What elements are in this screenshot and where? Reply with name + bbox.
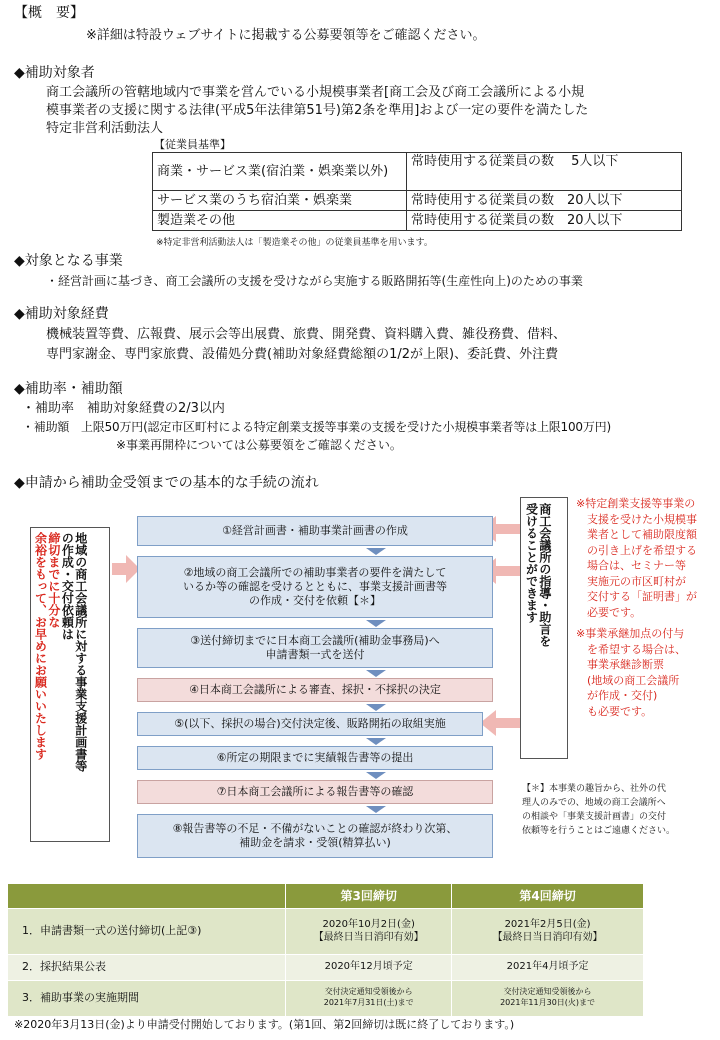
side-note-line: も必要です。 bbox=[576, 704, 653, 718]
left-box-emphasis: 締切までに十分な bbox=[46, 532, 61, 628]
schedule-cell: 交付決定通知受領後から 2021年11月30日(火)まで bbox=[452, 980, 644, 1016]
flow-heading: ◆申請から補助金受領までの基本的な手続の流れ bbox=[14, 475, 319, 491]
overview-note: ※詳細は特設ウェブサイトに掲載する公募要領等をご確認ください。 bbox=[86, 28, 486, 43]
right-box-text bbox=[524, 503, 551, 753]
employee-industry: 製造業その他 bbox=[153, 211, 407, 231]
flow-step-2 bbox=[137, 556, 493, 618]
table-row bbox=[8, 908, 644, 954]
schedule-cell: 2021年4月頃予定 bbox=[452, 954, 644, 980]
right-box-line: 商工会議所の指導・助言を bbox=[537, 503, 552, 647]
schedule-cell: 2020年10月2日(金) 【最終日当日消印有効】 bbox=[286, 908, 452, 954]
arrow-down-icon bbox=[366, 772, 386, 779]
schedule-table bbox=[8, 884, 644, 1017]
table-row bbox=[153, 191, 682, 211]
flow-step-6 bbox=[137, 746, 493, 770]
employee-criteria: 常時使用する従業員の数 20人以下 bbox=[407, 191, 682, 211]
amount-line: ・補助額 上限50万円(認定市区町村による特定創業支援等事業の支援を受けた小規模事業者等は上限100万円) bbox=[22, 420, 611, 434]
side-note-line: を希望する場合は、 bbox=[576, 642, 686, 656]
targets-line: 模事業者の支援に関する法律(平成5年法律第51号)第2条を準用]および一定の要件を満たした bbox=[46, 103, 589, 118]
asterisk-note-line: 【＊】本事業の趣旨から、社外の代 bbox=[522, 784, 667, 794]
business-heading: ◆対象となる事業 bbox=[14, 253, 123, 269]
employee-criteria: 常時使用する従業員の数 20人以下 bbox=[407, 211, 682, 231]
table-row bbox=[153, 153, 682, 191]
right-advice-box bbox=[520, 497, 568, 759]
flow-step-7 bbox=[137, 780, 493, 804]
employee-note: ※特定非営利活動法人は「製造業その他」の従業員基準を用います。 bbox=[156, 238, 433, 248]
side-note-succession bbox=[576, 626, 686, 719]
schedule-cell: 交付決定通知受領後から 2021年7月31日(土)まで bbox=[286, 980, 452, 1016]
table-row bbox=[153, 211, 682, 231]
employee-caption: 【従業員基準】 bbox=[154, 138, 231, 151]
schedule-header-4: 第4回締切 bbox=[452, 884, 644, 908]
schedule-footnote: ※2020年3月13日(金)より申請受付開始しております。(第1回、第2回締切は既に終了しております。) bbox=[14, 1018, 515, 1031]
arrow-down-icon bbox=[366, 548, 386, 555]
flow-step-8 bbox=[137, 814, 493, 858]
schedule-header-row bbox=[8, 884, 644, 908]
rate-line: ・補助率 補助対象経費の2/3以内 bbox=[22, 401, 225, 416]
asterisk-note-line: 依頼等を行うことはご遠慮ください。 bbox=[522, 826, 676, 836]
rate-heading: ◆補助率・補助額 bbox=[14, 381, 123, 397]
flow-step-text: ⑦日本商工会議所による報告書等の確認 bbox=[216, 784, 414, 798]
left-box-emphasis: 余裕をもって、お早めにお願いいたします bbox=[33, 532, 48, 760]
table-row bbox=[8, 954, 644, 980]
side-note-line: 業者として補助限度額 bbox=[576, 528, 697, 541]
side-note-line: (地域の商工会議所 bbox=[576, 673, 680, 687]
rate-note: ※事業再開枠については公募要領をご確認ください。 bbox=[116, 438, 402, 452]
left-advice-box bbox=[30, 527, 110, 842]
schedule-label: 2．採択結果公表 bbox=[8, 954, 286, 980]
side-note-line: 実施元の市区町村が bbox=[576, 574, 686, 588]
flow-step-3 bbox=[137, 628, 493, 668]
flow-step-text: ②地域の商工会議所での補助事業者の要件を満たして いるか等の確認を受けるとともに、事業支援計画書等 の作成・交付を依頼【＊】 bbox=[183, 565, 447, 608]
flow-step-text: ④日本商工会議所による審査、採択・不採択の決定 bbox=[189, 682, 441, 696]
arrow-down-icon bbox=[366, 738, 386, 745]
table-row bbox=[8, 980, 644, 1016]
flow-step-text: ①経営計画書・補助事業計画書の作成 bbox=[222, 523, 408, 537]
asterisk-note bbox=[522, 782, 675, 838]
business-line: ・経営計画に基づき、商工会議所の支援を受けながら実施する販路開拓等(生産性向上)のための事業 bbox=[46, 274, 583, 288]
side-note-line: 場合は、セミナー等 bbox=[576, 559, 686, 572]
flow-step-4 bbox=[137, 678, 493, 702]
targets-line: 商工会議所の管轄地域内で事業を営んでいる小規模事業者[商工会及び商工会議所による小規 bbox=[46, 85, 585, 100]
arrow-down-icon bbox=[366, 620, 386, 627]
arrow-down-icon bbox=[366, 670, 386, 677]
left-box-text: の作成・交付依頼は bbox=[60, 532, 75, 640]
arrow-left-icon bbox=[480, 710, 520, 736]
side-note-line: ※事業承継加点の付与 bbox=[576, 627, 685, 640]
employee-industry: サービス業のうち宿泊業・娯楽業 bbox=[153, 191, 407, 211]
targets-description bbox=[46, 84, 588, 138]
left-box-text: 地域の商工会議所に対する事業支援計画書等 bbox=[73, 532, 88, 772]
schedule-label: 3．補助事業の実施期間 bbox=[8, 980, 286, 1016]
schedule-header-blank bbox=[8, 884, 286, 908]
flow-step-text: ⑤(以下、採択の場合)交付決定後、販路開拓の取組実施 bbox=[174, 716, 446, 730]
targets-line: 特定非営利活動法人 bbox=[46, 121, 164, 136]
asterisk-note-line: の相談や「事業支援計画書」の交付 bbox=[522, 812, 667, 822]
side-note-line: 支援を受けた小規模事 bbox=[576, 512, 697, 526]
targets-heading: ◆補助対象者 bbox=[14, 65, 95, 81]
employee-industry: 商業・サービス業(宿泊業・娯楽業以外) bbox=[153, 153, 407, 191]
expenses-line: 専門家謝金、専門家旅費、設備処分費(補助対象経費総額の1/2が上限)、委託費、外注費 bbox=[46, 347, 559, 362]
employee-criteria: 常時使用する従業員の数 5人以下 bbox=[407, 153, 682, 191]
side-note-line: が作成・交付) bbox=[576, 689, 658, 702]
side-note-certificate bbox=[576, 496, 697, 620]
side-note-line: の引き上げを希望する bbox=[576, 543, 697, 557]
employee-table bbox=[152, 152, 682, 231]
schedule-label: 1．申請書類一式の送付締切(上記③) bbox=[8, 908, 286, 954]
schedule-header-3: 第3回締切 bbox=[286, 884, 452, 908]
flow-step-text: ⑥所定の期限までに実績報告書等の提出 bbox=[216, 750, 414, 764]
flow-step-text: ③送付締切までに日本商工会議所(補助金事務局)へ 申請書類一式を送付 bbox=[190, 633, 440, 661]
side-note-line: ※特定創業支援等事業の bbox=[576, 497, 696, 510]
expenses-line: 機械装置等費、広報費、展示会等出展費、旅費、開発費、資料購入費、雑役務費、借料、 bbox=[46, 327, 567, 342]
right-box-line: 受けることができます bbox=[524, 503, 539, 623]
expenses-description bbox=[46, 325, 566, 365]
overview-title: 【概 要】 bbox=[14, 5, 84, 21]
asterisk-note-line: 理人のみでの、地域の商工会議所へ bbox=[522, 798, 666, 808]
expenses-heading: ◆補助対象経費 bbox=[14, 306, 109, 322]
schedule-cell: 2021年2月5日(金) 【最終日当日消印有効】 bbox=[452, 908, 644, 954]
arrow-down-icon bbox=[366, 806, 386, 813]
schedule-cell: 2020年12月頃予定 bbox=[286, 954, 452, 980]
side-note-line: 交付する「証明書」が bbox=[576, 590, 697, 603]
side-note-line: 必要です。 bbox=[576, 605, 642, 619]
flow-step-text: ⑧報告書等の不足・不備がないことの確認が終わり次第、 補助金を請求・受領(精算払い) bbox=[172, 821, 458, 849]
arrow-down-icon bbox=[366, 704, 386, 711]
flow-step-5 bbox=[137, 712, 483, 736]
side-note-line: 事業承継診断票 bbox=[576, 658, 664, 671]
flow-step-1 bbox=[137, 516, 493, 546]
